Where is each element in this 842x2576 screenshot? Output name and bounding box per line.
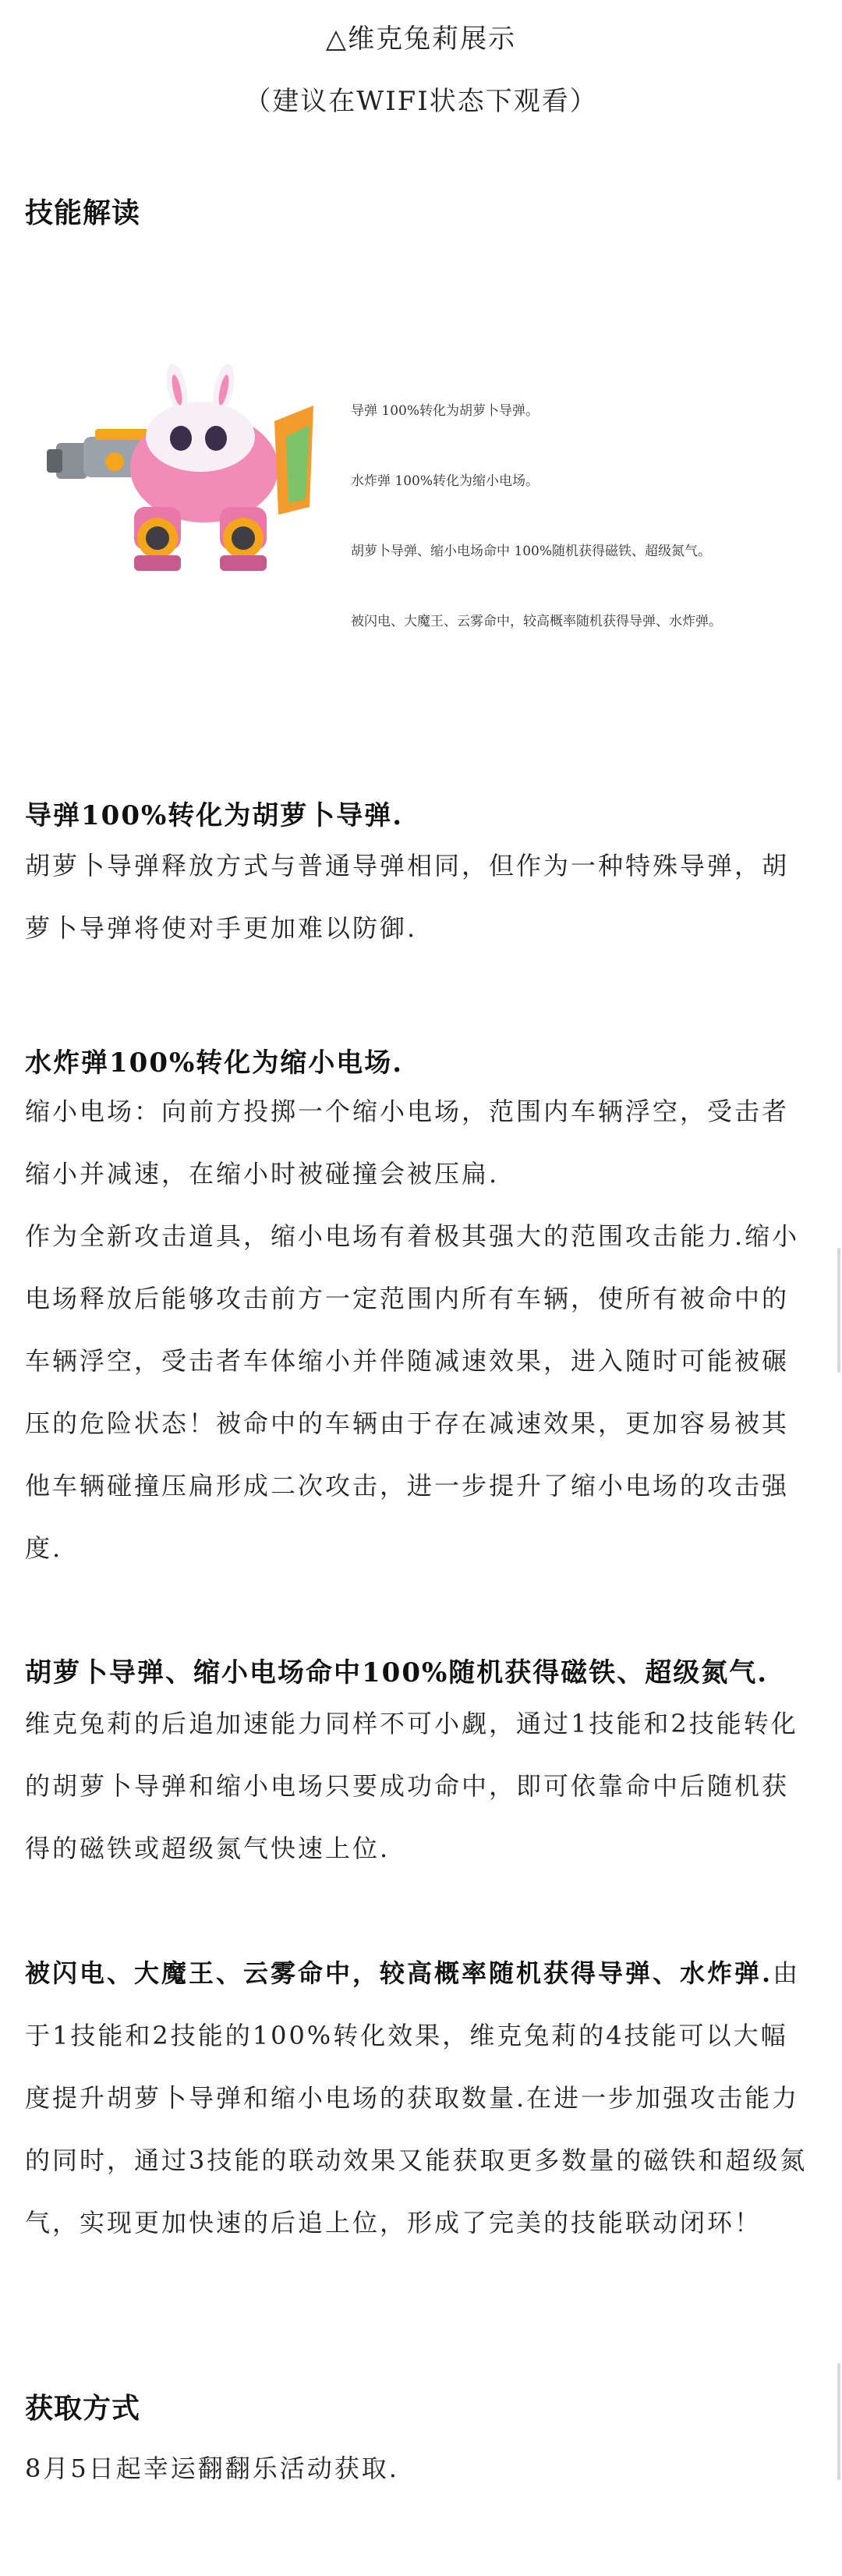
scrollbar-thumb-lower[interactable] — [837, 2363, 840, 2480]
section-heading-hit-bonus: 胡萝卜导弹、缩小电场命中100%随机获得磁铁、超级氮气. — [25, 1657, 769, 1688]
section-body-shrink-field-2: 作为全新攻击道具，缩小电场有着极其强大的范围攻击能力.缩小电场释放后能够攻击前方一定范围内所有车辆，使所有被命中的车辆浮空，受击者车体缩小并伴随减速效果，进入随时可能被碾压的危险状态！被命中的车辆由于存在减速效果，更加容易被其他车辆碰撞压扁形成二次攻击，进一步提升了缩小电场的攻击强度. — [25, 1221, 800, 1563]
acquire-body: 8月5日起幸运翻翻乐活动获取. — [25, 2454, 399, 2483]
section-heading-shrink-field: 水炸弹100%转化为缩小电场. — [25, 1047, 404, 1079]
section-body-shrink-field-1: 缩小电场：向前方投掷一个缩小电场，范围内车辆浮空，受击者缩小并减速，在缩小时被碰撞会被压扁. — [25, 1097, 790, 1189]
skill-overview-image — [25, 312, 820, 686]
section-body-hit-bonus: 维克兔莉的后追加速能力同样不可小觑，通过1技能和2技能转化的胡萝卜导弹和缩小电场只要成功命中，即可依靠命中后随机获得的磁铁或超级氮气快速上位. — [25, 1709, 798, 1863]
robot-illustration — [41, 351, 352, 585]
acquire-title: 获取方式 — [25, 2392, 141, 2425]
skill-line-3: 胡萝卜导弹、缩小电场命中 100%随机获得磁铁、超级氮气。 — [351, 544, 712, 559]
skill-line-4: 被闪电、大魔王、云雾命中，较高概率随机获得导弹、水炸弹。 — [351, 614, 722, 629]
wifi-note: （建议在WIFI状态下观看） — [244, 86, 598, 117]
section-4 — [25, 1942, 812, 2254]
image-caption: △维克兔莉展示 — [325, 23, 517, 55]
section-heading-carrot-missile: 导弹100%转化为胡萝卜导弹. — [25, 800, 404, 831]
skill-section-title: 技能解读 — [25, 197, 141, 229]
section-body-struck-bonus: 由于1技能和2技能的100%转化效果，维克兔莉的4技能可以大幅度提升胡萝卜导弹和缩小电场的获取数量.在进一步加强攻击能力的同时，通过3技能的联动效果又能获取更多数量的磁铁和超级氮气，实现更加快速的后追上位，形成了完美的技能联动闭环！ — [25, 1958, 808, 2238]
skill-line-1: 导弹 100%转化为胡萝卜导弹。 — [351, 403, 540, 419]
section-body-carrot-missile: 胡萝卜导弹释放方式与普通导弹相同，但作为一种特殊导弹，胡萝卜导弹将使对手更加难以防御. — [25, 851, 790, 943]
scrollbar-thumb[interactable] — [837, 1248, 840, 1373]
section-heading-struck-bonus: 被闪电、大魔王、云雾命中，较高概率随机获得导弹、水炸弹. — [25, 1958, 773, 1988]
skill-line-2: 水炸弹 100%转化为缩小电场。 — [351, 473, 540, 489]
